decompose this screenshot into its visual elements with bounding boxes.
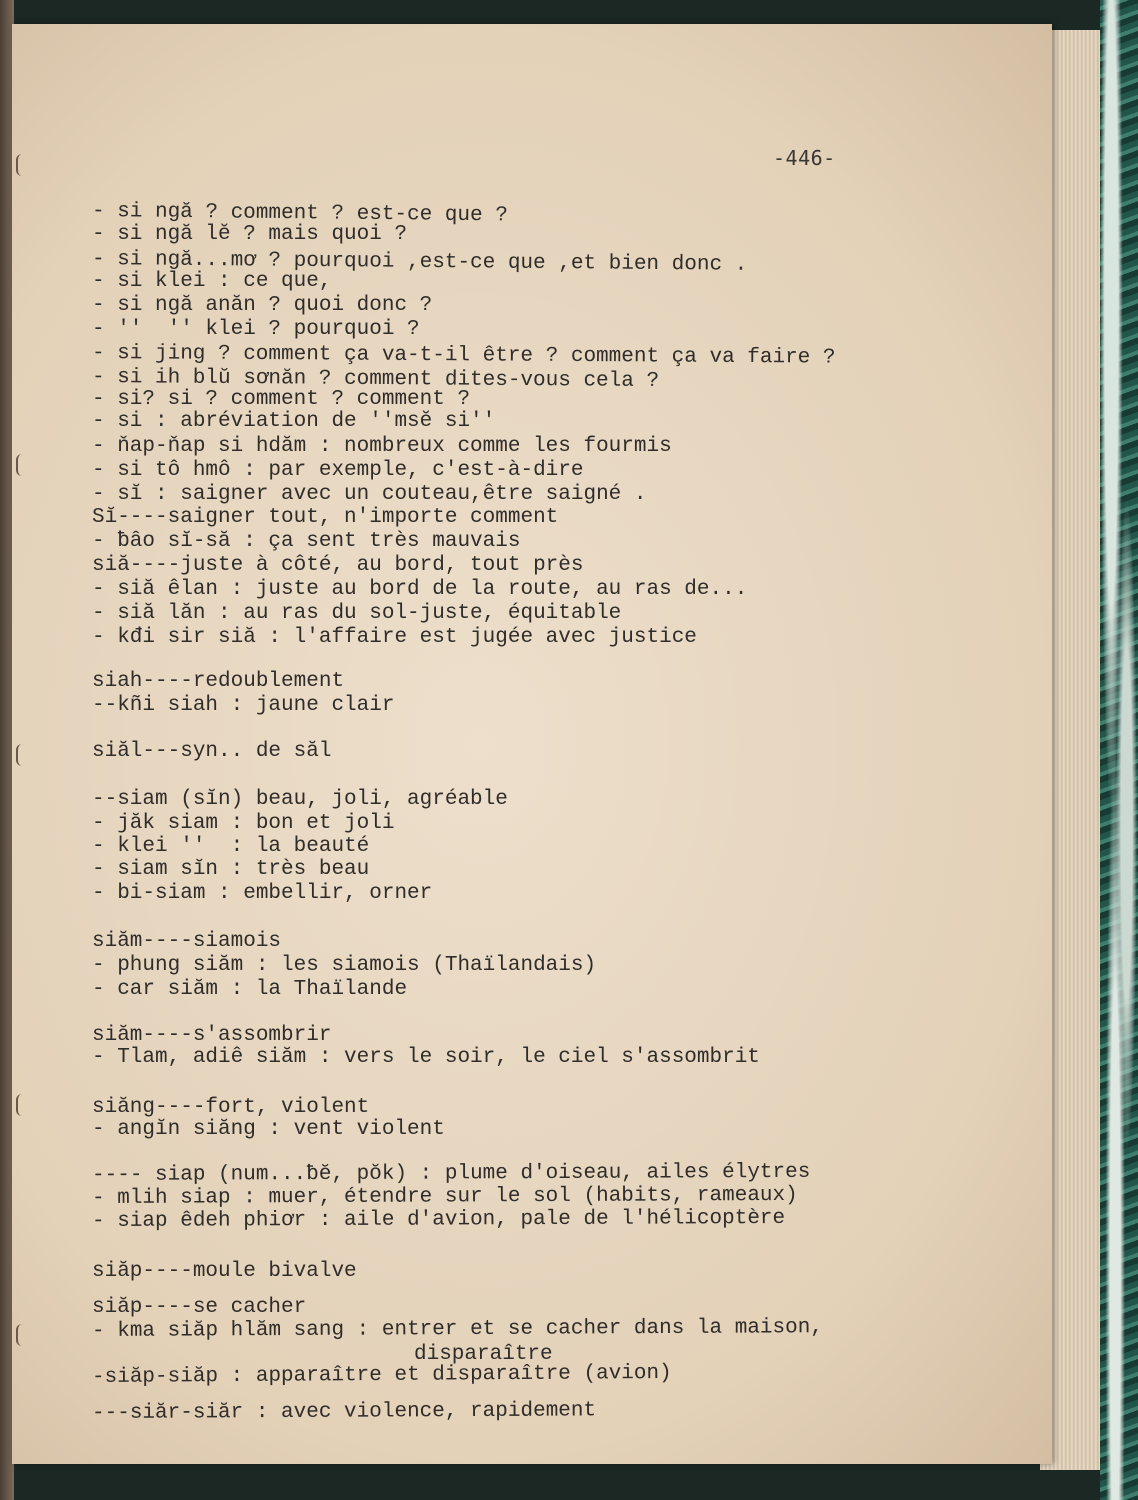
entry-line: siăng----fort, violent	[92, 1096, 370, 1119]
entry-line: - mlih siap : muer, étendre sur le sol (habits, rameaux)	[91, 1183, 798, 1210]
page-number: -446-	[773, 146, 836, 170]
entry-line: - '' '' klei ? pourquoi ?	[92, 318, 420, 341]
entry-line: - si klei : ce que,	[92, 270, 332, 293]
entry-line: -siăp-siăp : apparaître et disparaître (avion)	[91, 1361, 672, 1389]
entry-line: - siă êlan : juste au bord de la route, au ras de...	[92, 578, 748, 601]
entry-line: ---siăr-siăr : avec violence, rapidement	[91, 1399, 597, 1425]
entry-line: siăm----s'assombrir	[92, 1024, 332, 1047]
entry-line: - si : abréviation de ''msĕ si''	[92, 410, 496, 433]
entry-line: disparaître	[414, 1343, 553, 1366]
entry-line: siăp----se cacher	[92, 1296, 307, 1319]
entry-line: --kñi siah : jaune clair	[92, 694, 395, 717]
entry-line: - car siăm : la Thaïlande	[92, 978, 408, 1001]
entry-line: - ƀâo sĭ-să : ça sent très mauvais	[92, 530, 521, 553]
entry-line: - si ih blŭ sơnăn ? comment dites-vous cela ?	[91, 366, 660, 393]
entry-line: - bi-siam : embellir, orner	[92, 882, 433, 905]
entry-line: - si ngă...mơ ? pourquoi ,est-ce que ,et bien donc .	[91, 248, 748, 277]
entry-line: - siam sĭn : très beau	[92, 858, 370, 881]
entry-line: siăm----siamois	[92, 930, 282, 953]
entry-line: Sĭ----saigner tout, n'importe comment	[92, 506, 559, 529]
entry-line: siăl---syn.. de săl	[92, 740, 332, 763]
entry-line: - siap êdeh phiơr : aile d'avion, pale de l'hélicoptère	[91, 1206, 786, 1233]
entry-line: - Tlam, adiê siăm : vers le soir, le ciel s'assombrit	[92, 1046, 760, 1069]
entry-line: - sĭ : saigner avec un couteau,être saigné .	[92, 483, 647, 506]
entry-line: - siă lăn : au ras du sol-juste, équitable	[92, 602, 622, 625]
entry-line: - si ngă ? comment ? est-ce que ?	[91, 200, 508, 228]
entry-line: siah----redoublement	[92, 670, 345, 693]
entry-line: --siam (sĭn) beau, joli, agréable	[92, 788, 508, 811]
entry-line: - si? si ? comment ? comment ?	[92, 388, 471, 411]
entry-line: - ňap-ňap si hdăm : nombreux comme les fourmis	[92, 435, 672, 458]
entry-line: - kma siăp hlăm sang : entrer et se cacher dans la maison,	[91, 1316, 823, 1343]
entry-line: ---- siap (num...ƀĕ, pŏk) : plume d'oiseau, ailes élytres	[91, 1160, 811, 1187]
entry-line: - si jing ? comment ça va-t-il être ? comment ça va faire ?	[91, 342, 836, 370]
entry-line: - si tô hmô : par exemple, c'est-à-dire	[92, 459, 584, 482]
entry-line: - jăk siam : bon et joli	[92, 812, 395, 835]
entry-line: siăp----moule bivalve	[92, 1260, 357, 1283]
entry-line: - kđi sir siă : l'affaire est jugée avec justice	[92, 626, 697, 649]
entry-line: siă----juste à côté, au bord, tout près	[92, 554, 584, 577]
entry-line: - si ngă lĕ ? mais quoi ?	[92, 223, 408, 246]
entry-line: - si ngă anăn ? quoi donc ?	[92, 294, 433, 317]
entry-line: - klei '' : la beauté	[92, 835, 370, 858]
entry-line: - angĭn siăng : vent violent	[92, 1118, 445, 1141]
entry-line: - phung siăm : les siamois (Thaïlandais)	[92, 954, 597, 977]
